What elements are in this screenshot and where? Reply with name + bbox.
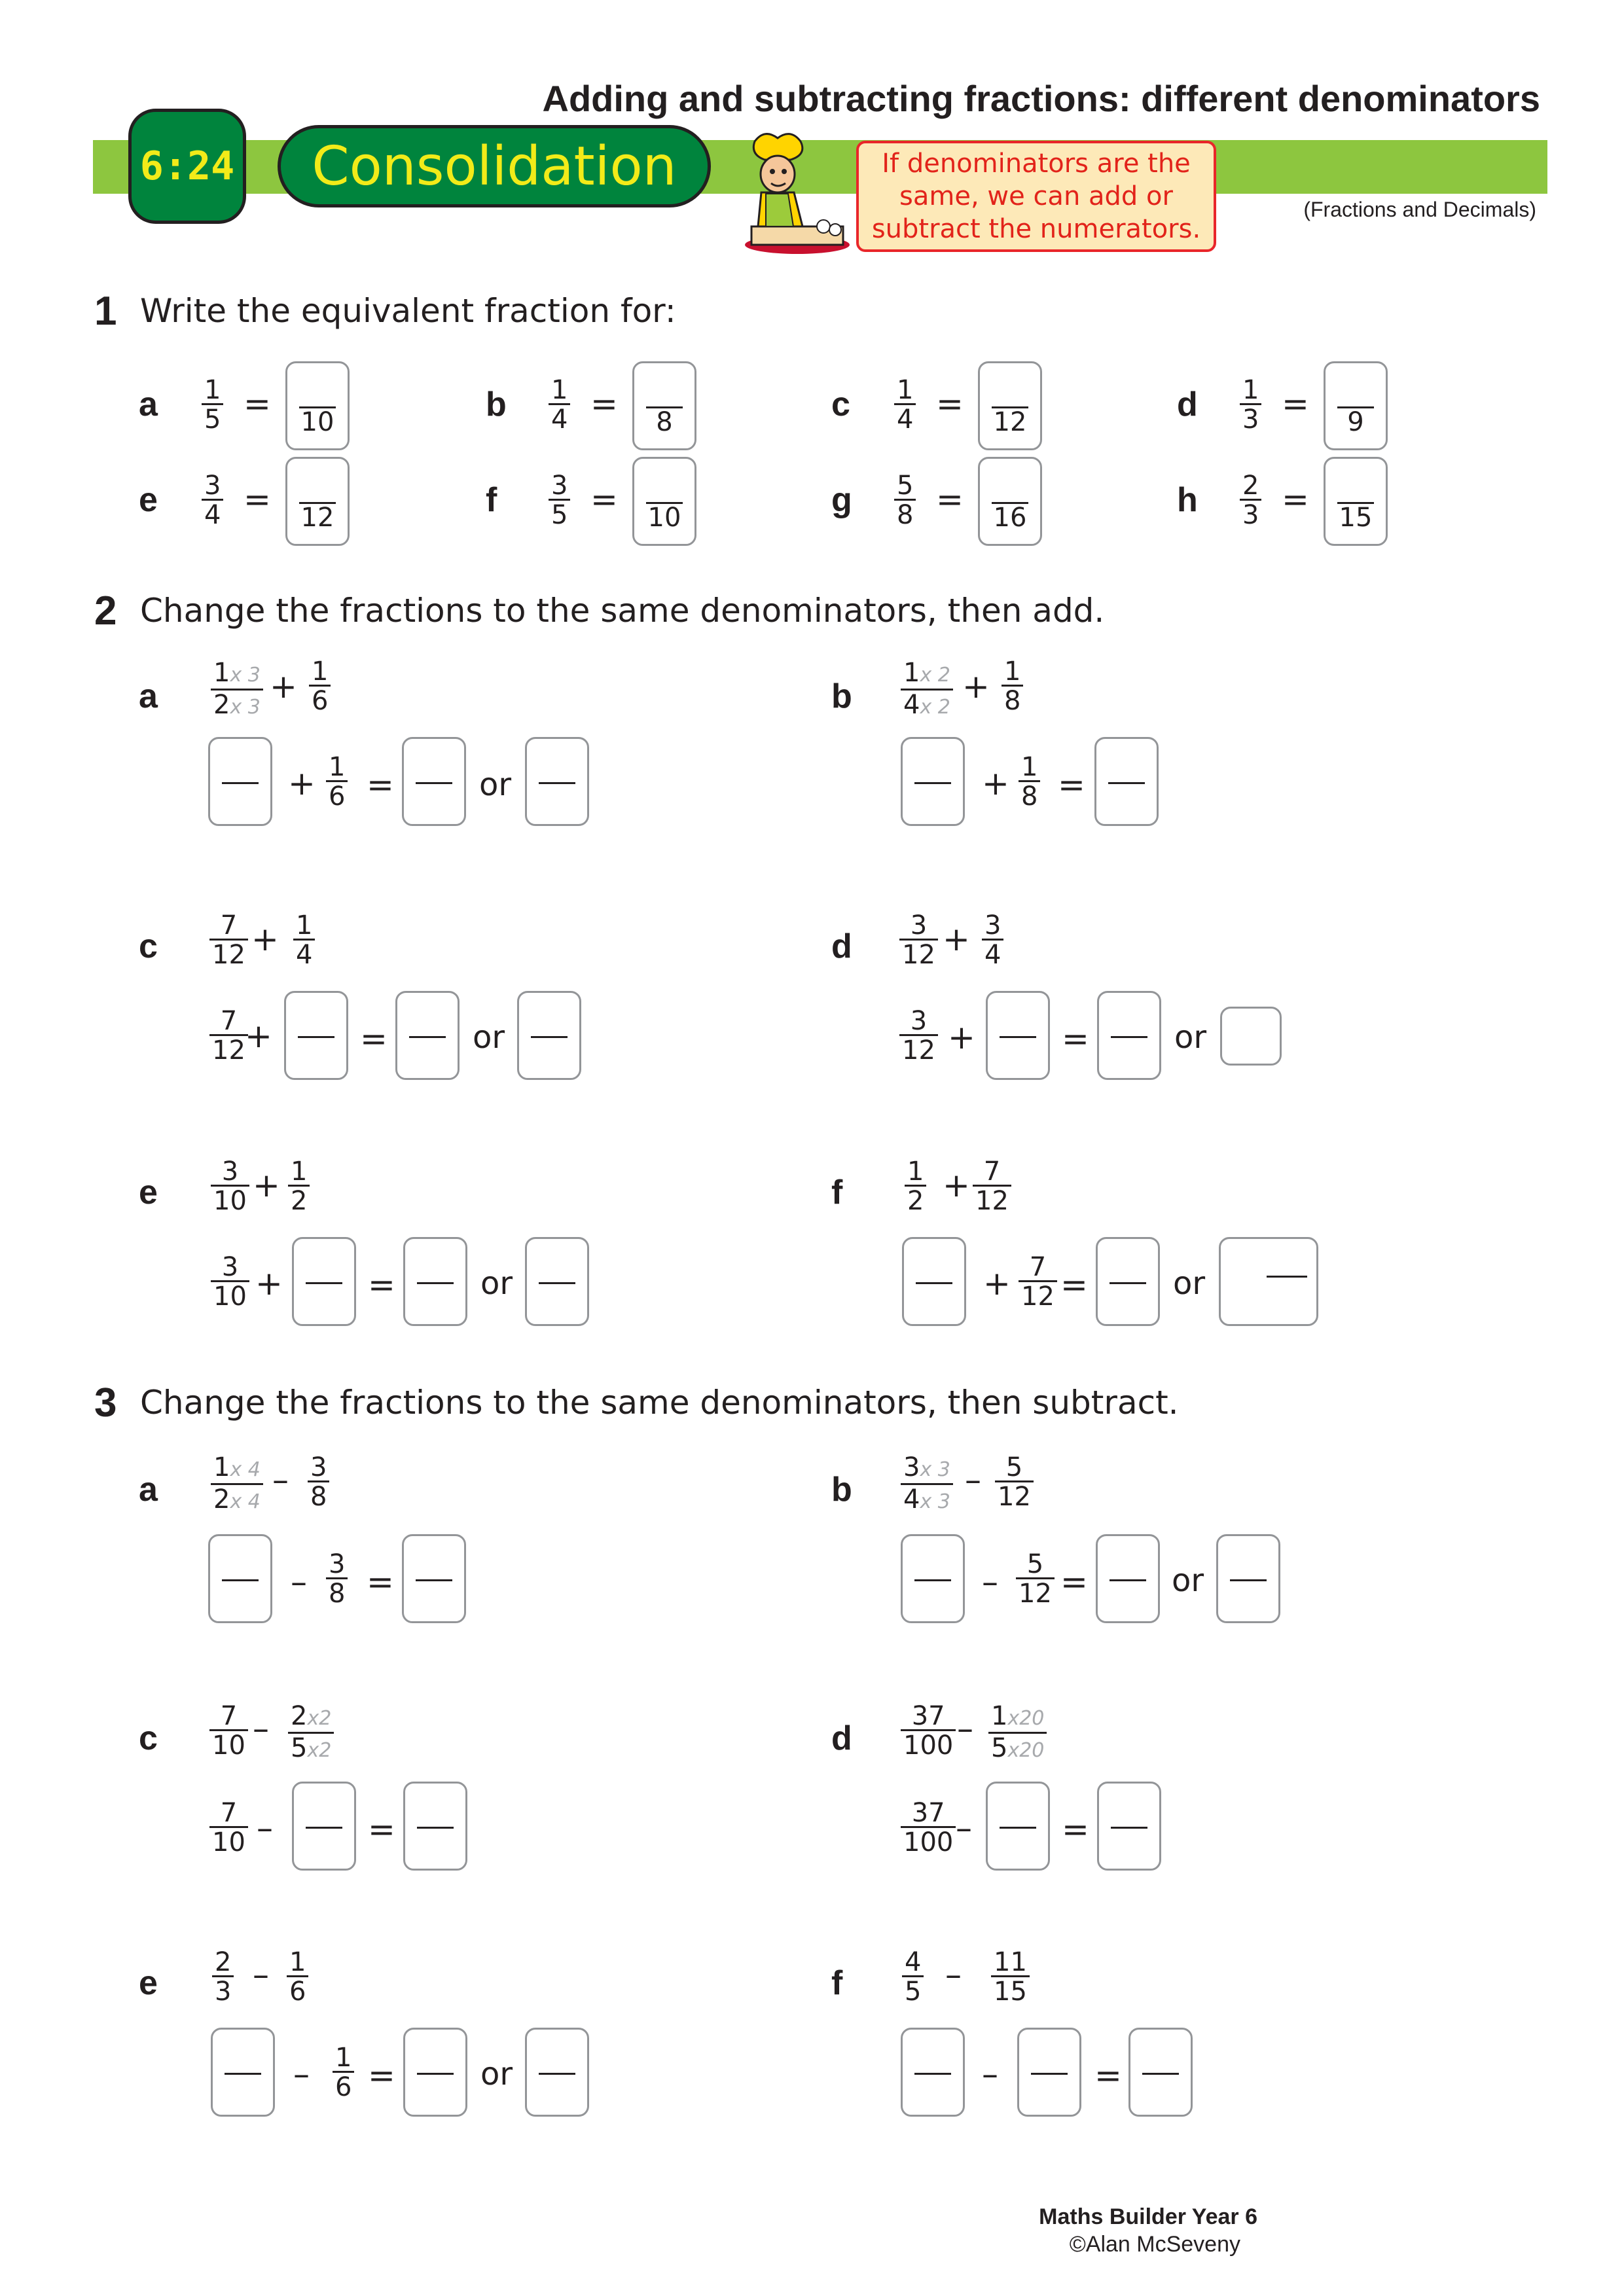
item-label: a (139, 1471, 158, 1509)
given-denominator: 12 (300, 503, 334, 533)
lesson-code-badge: 6:24 (128, 109, 246, 224)
answer-box[interactable] (403, 1782, 467, 1871)
answer-box[interactable] (1219, 1237, 1318, 1326)
answer-box[interactable] (525, 2028, 589, 2117)
fraction: $\frac{1x 4}{2x 4}$ (211, 1454, 263, 1515)
given-denominator: 9 (1347, 407, 1364, 437)
item-label: d (1177, 386, 1198, 423)
fraction: $\frac{3}{10}$ (211, 1158, 249, 1214)
answer-box[interactable] (402, 737, 466, 826)
fraction: $\frac{1}{6}$ (326, 754, 348, 810)
fraction: $\frac{11}{15}$ (991, 1949, 1030, 2005)
fraction: $\frac{3}{4}$ (982, 912, 1003, 968)
minus-sign: – (982, 2055, 998, 2093)
answer-box[interactable] (1324, 361, 1388, 450)
equals-sign: = (1094, 2056, 1122, 2094)
fraction: $\frac{3}{12}$ (899, 1008, 938, 1064)
minus-sign: – (253, 1710, 269, 1748)
item-label: f (831, 1174, 843, 1211)
equals-sign: = (368, 2056, 395, 2094)
fraction: $\frac{3}{12}$ (899, 912, 938, 968)
fraction: $\frac{3}{8}$ (326, 1551, 348, 1607)
tip-callout (856, 141, 1216, 252)
plus-sign: + (943, 920, 970, 958)
answer-box[interactable] (211, 2028, 275, 2117)
item-label: c (831, 386, 850, 423)
answer-box[interactable] (403, 2028, 467, 2117)
given-denominator: 15 (1339, 503, 1373, 533)
or-text: or (479, 766, 512, 803)
given-denominator: 8 (656, 407, 673, 437)
answer-box[interactable] (632, 457, 696, 546)
question-text: Change the fractions to the same denominators, then subtract. (140, 1384, 1179, 1422)
question-number: 3 (94, 1380, 117, 1426)
item-label: g (831, 481, 852, 519)
plus-sign: + (943, 1166, 970, 1204)
fraction: $\frac{1}{6}$ (333, 2045, 354, 2100)
minus-sign: – (957, 1710, 973, 1748)
item-label: c (139, 1719, 158, 1757)
answer-box[interactable] (525, 737, 589, 826)
equals-sign: = (1282, 480, 1309, 518)
fraction: $\frac{4}{5}$ (902, 1949, 924, 2005)
given-denominator: 12 (993, 407, 1027, 437)
answer-box[interactable] (986, 991, 1050, 1080)
item-label: f (831, 1964, 843, 2002)
item-label: a (139, 677, 158, 715)
equals-sign: = (244, 385, 271, 423)
item-label: b (486, 386, 507, 423)
plus-sign: + (983, 1265, 1011, 1302)
equals-sign: = (368, 1810, 395, 1848)
equals-sign: = (368, 1266, 395, 1304)
item-label: b (831, 1471, 852, 1509)
fraction: $\frac{2}{3}$ (212, 1949, 234, 2005)
item-label: e (139, 481, 158, 519)
fraction: $\frac{7}{10}$ (209, 1703, 248, 1759)
answer-box[interactable] (402, 1534, 466, 1623)
minus-sign: – (272, 1461, 289, 1499)
answer-box[interactable] (1216, 1534, 1280, 1623)
answer-box[interactable] (284, 991, 348, 1080)
answer-box[interactable] (901, 737, 965, 826)
equals-sign: = (1060, 1563, 1088, 1601)
fraction: $\frac{37}{100}$ (901, 1703, 956, 1759)
minus-sign: – (253, 1956, 269, 1994)
or-text: or (473, 1019, 505, 1056)
equals-sign: = (360, 1020, 388, 1058)
answer-box[interactable] (208, 737, 272, 826)
minus-sign: – (293, 2055, 310, 2093)
fraction: $\frac{1}{4}$ (293, 912, 315, 968)
equals-sign: = (1282, 385, 1309, 423)
plus-sign: + (288, 764, 316, 802)
fraction: $\frac{1}{3}$ (1240, 377, 1261, 433)
fraction: $\frac{5}{12}$ (995, 1454, 1034, 1510)
or-text: or (480, 2056, 513, 2092)
fraction: $\frac{7}{12}$ (209, 1008, 248, 1064)
answer-box[interactable] (1097, 991, 1161, 1080)
fraction: $\frac{1}{2}$ (288, 1158, 310, 1214)
answer-box[interactable] (1097, 1782, 1161, 1871)
answer-box[interactable] (292, 1237, 356, 1326)
copyright: ©Alan McSeveny (1069, 2232, 1240, 2257)
item-label: h (1177, 481, 1198, 519)
subject-label: (Fractions and Decimals) (1303, 198, 1536, 221)
fraction: $\frac{1}{6}$ (287, 1949, 308, 2005)
answer-box[interactable] (285, 361, 350, 450)
fraction: $\frac{1}{6}$ (309, 658, 331, 714)
answer-box[interactable] (902, 1237, 966, 1326)
plus-sign: + (255, 1265, 283, 1302)
answer-box[interactable] (1096, 1534, 1160, 1623)
item-label: a (139, 386, 158, 423)
section-title: Consolidation (278, 125, 711, 207)
fraction: $\frac{1x 3}{2x 3}$ (211, 660, 263, 721)
minus-sign: – (291, 1563, 307, 1601)
plus-sign: + (251, 920, 279, 958)
answer-box[interactable] (292, 1782, 356, 1871)
plus-sign: + (982, 764, 1009, 802)
fraction: $\frac{7}{12}$ (973, 1158, 1011, 1214)
answer-box[interactable] (901, 2028, 965, 2117)
fraction: $\frac{3}{10}$ (211, 1254, 249, 1310)
answer-box[interactable] (525, 1237, 589, 1326)
fraction: $\frac{1}{8}$ (1019, 754, 1040, 810)
equals-sign: = (1062, 1020, 1089, 1058)
fraction: $\frac{1x 2}{4x 2}$ (901, 660, 953, 721)
answer-box[interactable] (1220, 1007, 1282, 1066)
tip-line: If denominators are the (882, 149, 1191, 179)
given-denominator: 10 (300, 407, 334, 437)
answer-box[interactable] (632, 361, 696, 450)
fraction: $\frac{1}{4}$ (894, 377, 916, 433)
fraction: $\frac{2}{3}$ (1240, 473, 1261, 528)
answer-box[interactable] (978, 457, 1042, 546)
minus-sign: – (945, 1956, 962, 1994)
fraction: $\frac{3}{5}$ (549, 473, 570, 528)
answer-box[interactable] (208, 1534, 272, 1623)
fraction: $\frac{3x 3}{4x 3}$ (901, 1454, 953, 1515)
answer-box[interactable] (1096, 1237, 1160, 1326)
chef-cartoon-icon (725, 128, 856, 259)
equals-sign: = (367, 766, 394, 804)
plus-sign: + (962, 668, 990, 706)
equals-sign: = (367, 1563, 394, 1601)
fraction: $\frac{7}{10}$ (209, 1800, 248, 1856)
answer-box[interactable] (1017, 2028, 1081, 2117)
tip-line: subtract the numerators. (871, 214, 1201, 244)
question-text: Write the equivalent fraction for: (140, 292, 676, 330)
item-label: e (139, 1964, 158, 2002)
page-title: Adding and subtracting fractions: different denominators (542, 78, 1540, 119)
item-label: b (831, 677, 852, 715)
equals-sign: = (936, 385, 964, 423)
item-label: d (831, 927, 852, 965)
item-label: c (139, 927, 158, 965)
answer-box[interactable] (978, 361, 1042, 450)
plus-sign: + (245, 1017, 272, 1055)
plus-sign: + (270, 668, 297, 706)
or-text: or (1172, 1562, 1204, 1599)
equals-sign: = (936, 480, 964, 518)
answer-box[interactable] (901, 1534, 965, 1623)
tip-line: same, we can add or (899, 181, 1173, 211)
item-label: d (831, 1719, 852, 1757)
item-label: f (486, 481, 497, 519)
given-denominator: 16 (993, 503, 1027, 533)
equals-sign: = (590, 480, 618, 518)
fraction: $\frac{37}{100}$ (901, 1800, 956, 1856)
fraction: $\frac{5}{12}$ (1016, 1551, 1055, 1607)
minus-sign: – (982, 1563, 998, 1601)
book-title: Maths Builder Year 6 (1039, 2204, 1257, 2229)
equals-sign: = (590, 385, 618, 423)
answer-box[interactable] (986, 1782, 1050, 1871)
plus-sign: + (253, 1166, 280, 1204)
answer-box[interactable] (1324, 457, 1388, 546)
fraction: $\frac{2x2}{5x2}$ (288, 1703, 334, 1764)
minus-sign: – (956, 1809, 972, 1847)
question-number: 2 (94, 588, 117, 634)
or-text: or (480, 1265, 513, 1302)
answer-box[interactable] (517, 991, 581, 1080)
plus-sign: + (948, 1018, 975, 1056)
answer-box[interactable] (285, 457, 350, 546)
fraction: $\frac{1x20}{5x20}$ (988, 1703, 1047, 1764)
fraction: $\frac{1}{5}$ (202, 377, 223, 433)
fraction: $\frac{7}{12}$ (209, 912, 248, 968)
equals-sign: = (1062, 1810, 1089, 1848)
minus-sign: – (257, 1809, 273, 1847)
question-number: 1 (94, 289, 117, 334)
or-text: or (1173, 1265, 1206, 1302)
fraction: $\frac{7}{12}$ (1019, 1254, 1057, 1310)
minus-sign: – (965, 1461, 981, 1499)
equals-sign: = (1058, 766, 1085, 804)
fraction: $\frac{1}{2}$ (905, 1158, 926, 1214)
equals-sign: = (1060, 1266, 1088, 1304)
answer-box[interactable] (1094, 737, 1159, 826)
item-label: e (139, 1174, 158, 1211)
fraction: $\frac{3}{4}$ (202, 473, 223, 528)
given-denominator: 10 (647, 503, 681, 533)
answer-box[interactable] (1128, 2028, 1193, 2117)
question-text: Change the fractions to the same denominators, then add. (140, 592, 1105, 630)
fraction: $\frac{5}{8}$ (894, 473, 916, 528)
fraction: $\frac{3}{8}$ (308, 1454, 329, 1510)
or-text: or (1174, 1019, 1207, 1056)
equals-sign: = (244, 480, 271, 518)
answer-box[interactable] (395, 991, 460, 1080)
fraction: $\frac{1}{4}$ (549, 377, 570, 433)
answer-box[interactable] (403, 1237, 467, 1326)
fraction: $\frac{1}{8}$ (1001, 658, 1023, 714)
